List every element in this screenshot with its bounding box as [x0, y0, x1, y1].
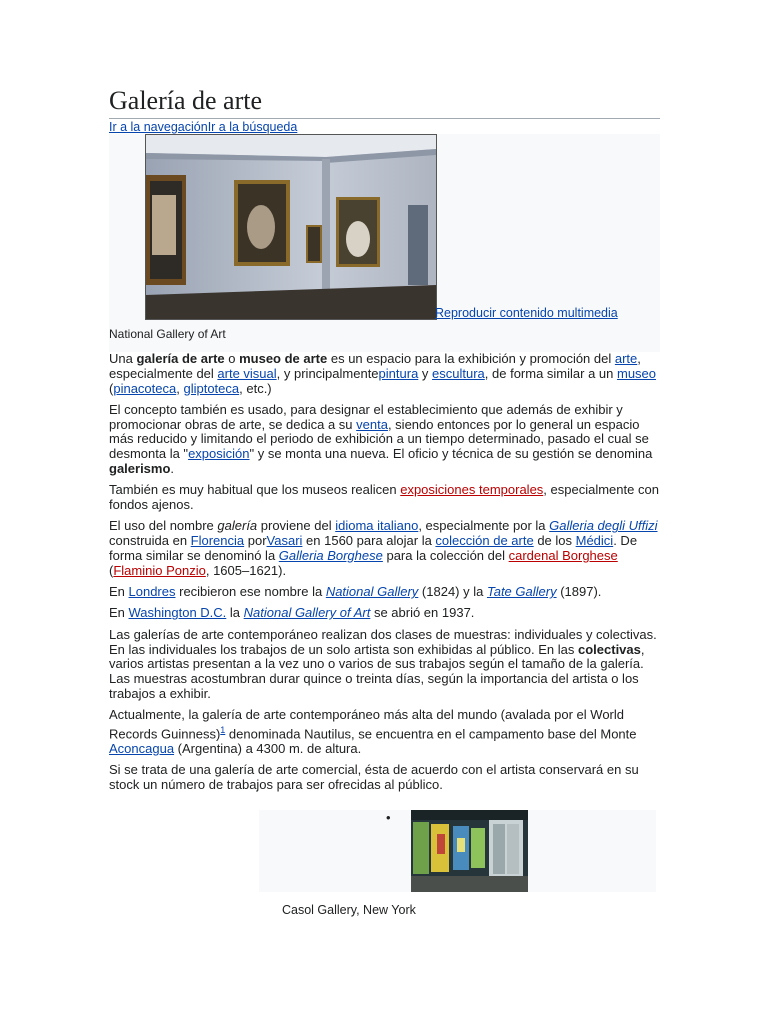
link-arte[interactable]: arte [614, 351, 638, 366]
link-londres[interactable]: Londres [128, 584, 176, 600]
link-pintura[interactable]: pintura [378, 365, 419, 381]
image-caption: National Gallery of Art [109, 327, 226, 341]
paragraph-3: También es muy habitual que los museos realicen exposiciones temporales, especialmente con fondos ajenos. [109, 482, 659, 513]
paragraph-9: Si se trata de una galería de arte comercial, ésta de acuerdo con el artista conservará en su stock un número de trabajos para ser ofrecidas al público. [109, 762, 639, 793]
paragraph-6: En Washington D.C. la National Gallery of Art se abrió en 1937. [109, 605, 475, 621]
link-exposiciones-temporales[interactable]: exposiciones temporales [400, 482, 544, 498]
link-coleccion-de-arte[interactable]: colección de arte [435, 533, 534, 549]
link-arte-visual[interactable]: arte visual [217, 365, 277, 381]
skip-to-search-link[interactable]: Ir a la búsqueda [207, 120, 298, 134]
link-aconcagua[interactable]: Aconcagua [109, 741, 175, 757]
link-exposicion[interactable]: exposición [188, 446, 250, 462]
skip-to-navigation-link[interactable]: Ir a la navegación [109, 120, 208, 134]
play-media-link[interactable]: Reproducir contenido multimedia [435, 306, 618, 320]
link-vasari[interactable]: Vasari [266, 533, 303, 549]
link-tate-gallery[interactable]: Tate Gallery [486, 584, 557, 600]
link-galleria-uffizi[interactable]: Galleria degli Uffizi [549, 518, 658, 534]
link-medici[interactable]: Médici [575, 533, 614, 549]
gallery-room-image [146, 135, 436, 319]
link-gliptoteca[interactable]: gliptoteca [183, 380, 240, 396]
paragraph-5: En Londres recibieron ese nombre la National Gallery (1824) y la Tate Gallery (1897). [109, 584, 602, 600]
jump-links [109, 120, 297, 134]
link-galleria-borghese[interactable]: Galleria Borghese [278, 548, 383, 564]
link-flaminio-ponzio[interactable]: Flaminio Ponzio [113, 562, 206, 578]
reference-1-link[interactable]: 1 [220, 725, 226, 736]
gallery-video-thumbnail[interactable] [145, 134, 437, 320]
gallery-bullet: • [386, 810, 391, 825]
page-title: Galería de arte [109, 86, 660, 119]
paragraph-1: Una galería de arte o museo de arte es un espacio para la exhibición y promoción del arte, especialmente del arte visual, y principalmentepintura y escultura, de forma similar a un museo (pinacoteca, gliptoteca, etc.) [109, 351, 657, 396]
link-escultura[interactable]: escultura [432, 365, 485, 381]
link-national-gallery[interactable]: National Gallery [325, 584, 419, 600]
image-gallery [259, 810, 656, 892]
media-box [109, 134, 660, 352]
paragraph-8: Actualmente, la galería de arte contemporáneo más alta del mundo (avalada por el World Records Guinness)$^1$ denominada Nautilus, se encuentra en el campamento base del Monte Aconcagua (Argentina) a 4300 m. de altura. [109, 707, 637, 757]
link-washington[interactable]: Washington D.C. [128, 605, 227, 621]
link-cardenal-borghese[interactable]: cardenal Borghese [508, 548, 618, 564]
link-museo[interactable]: museo [617, 365, 657, 381]
paragraph-7: Las galerías de arte contemporáneo realizan dos clases de muestras: individuales y colectivas. En las individuales los trabajos de un solo artista son exhibidas al público. En las colectivas, varios artistas presentan a la vez uno o varios de sus trabajos según el tamaño de la galería. Las muestras acostumbran durar quince o treinta días, según la importancia del artista o los trabajos a exhibir. [109, 626, 657, 701]
article-body [109, 352, 660, 800]
link-venta[interactable]: venta [356, 416, 388, 432]
link-national-gallery-of-art[interactable]: National Gallery of Art [243, 605, 371, 621]
paragraph-2: El concepto también es usado, para designar el establecimiento que además de exhibir y promocionar obras de arte, se dedica a su venta, siendo entonces por lo general un espacio más reducido y limitando el periodo de exhibición a un tiempo determinado, pasado el cual se desmonta la "exposición" y se monta una nueva. El oficio y técnica de su gestión se denomina galerismo. [109, 401, 653, 477]
link-pinacoteca[interactable]: pinacoteca [113, 380, 177, 396]
gallery-caption: Casol Gallery, New York [282, 903, 416, 917]
paragraph-4: El uso del nombre galería proviene del idioma italiano, especialmente por la Galleria degli Uffizi construida en Florencia porVasari en 1560 para alojar la colección de arte de los Médici. De forma similar se denominó la Galleria Borghese para la colección del cardenal Borghese (Flaminio Ponzio, 1605–1621). [109, 518, 658, 578]
link-idioma-italiano[interactable]: idioma italiano [335, 518, 419, 534]
casol-gallery-image[interactable] [411, 810, 528, 892]
casol-gallery-photo [411, 810, 528, 892]
link-florencia[interactable]: Florencia [190, 533, 245, 549]
